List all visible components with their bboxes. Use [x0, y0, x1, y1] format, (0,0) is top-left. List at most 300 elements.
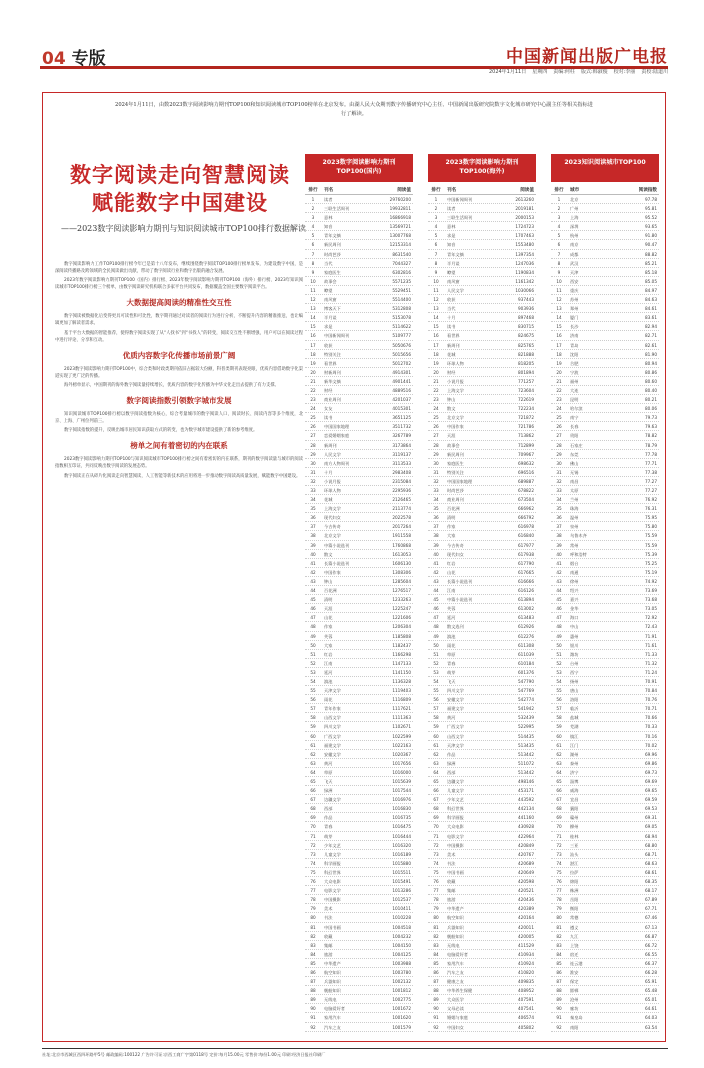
rank-cell: 45 — [433, 597, 439, 603]
table-row — [551, 577, 659, 586]
rank-cell: 48 — [556, 624, 562, 630]
name-cell: 特别关注 — [324, 351, 341, 357]
table-row — [305, 341, 413, 350]
rank-cell: 36 — [433, 515, 439, 521]
name-cell: 边疆文学 — [324, 797, 341, 803]
table-row — [551, 477, 659, 486]
rank-cell: 51 — [310, 651, 316, 657]
table-row — [551, 550, 659, 559]
name-cell: 女友 — [324, 406, 333, 412]
section-heading: 优质内容数字化传播市场前景广阔 — [122, 350, 236, 360]
rank-cell: 84 — [433, 951, 439, 957]
table-row — [551, 513, 659, 522]
rank-cell: 29 — [310, 451, 316, 457]
name-cell: 湖州 — [570, 751, 579, 757]
value-cell: 1015511 — [392, 869, 411, 875]
rank-cell: 12 — [433, 297, 439, 303]
value-cell: 2983408 — [392, 469, 411, 475]
paragraph: 数字阅读被数据化后变得更具可读性和可比性，数字期刊通过对读者的阅读行为进行分析，不断提升内容的精准推送，也让编辑更加了解读者需求。 — [55, 314, 303, 327]
table-row — [551, 559, 659, 568]
value-cell: 1001579 — [392, 1024, 411, 1030]
table-row — [305, 650, 413, 659]
name-cell: 呼和浩特 — [570, 551, 587, 557]
table-row — [428, 204, 536, 213]
rank-cell: 86 — [556, 969, 562, 975]
value-cell: 1911558 — [392, 533, 411, 539]
rank-cell: 57 — [310, 706, 316, 712]
rank-cell: 60 — [556, 733, 562, 739]
name-cell: 上海 — [570, 215, 579, 221]
value-cell: 4201037 — [392, 397, 411, 403]
value-cell: 68.71 — [645, 851, 657, 857]
table-row — [305, 504, 413, 513]
rank-cell: 49 — [310, 633, 316, 639]
table-row — [428, 1023, 536, 1032]
name-cell: 故事会 — [447, 442, 460, 448]
table-row — [551, 231, 659, 240]
rank-cell: 88 — [310, 988, 316, 994]
rank-cell: 33 — [556, 488, 562, 493]
name-cell: 钟山 — [324, 578, 333, 584]
rank-cell: 16 — [556, 333, 562, 339]
name-cell: 看世界 — [447, 333, 460, 339]
table-row — [428, 995, 536, 1004]
table-row — [428, 632, 536, 641]
table-row — [428, 622, 536, 631]
rank-cell: 14 — [556, 315, 562, 321]
value-cell: 713862 — [518, 433, 534, 439]
table-row — [428, 859, 536, 868]
name-cell: 萌芽 — [324, 833, 333, 839]
name-cell: 兵器知识 — [324, 979, 341, 985]
name-cell: 中国新闻周刊 — [447, 197, 473, 202]
name-cell: 遵义 — [570, 924, 579, 930]
rank-cell: 13 — [310, 306, 316, 312]
table-row — [305, 586, 413, 595]
value-cell: 430928 — [518, 824, 534, 830]
rank-cell: 59 — [433, 724, 439, 730]
name-cell: 山西文学 — [447, 733, 464, 739]
rank-cell: 20 — [310, 369, 316, 375]
rank-cell: 88 — [433, 988, 439, 994]
name-cell: 散文 — [324, 551, 333, 557]
value-cell: 84.63 — [645, 297, 657, 303]
table-row — [551, 250, 659, 259]
name-cell: 散文选刊 — [447, 624, 464, 630]
name-cell: 山花 — [324, 615, 333, 621]
table-row — [428, 586, 536, 595]
name-cell: 瞭望 — [324, 287, 333, 293]
name-cell: 新华文摘 — [324, 378, 341, 384]
table-row — [305, 895, 413, 904]
value-cell: 1724723 — [515, 224, 534, 230]
name-cell: 天涯 — [324, 606, 333, 612]
rank-cell — [428, 1032, 444, 1034]
name-cell: 人民文学 — [447, 287, 464, 293]
rank-cell: 33 — [433, 488, 439, 493]
name-cell: 财经 — [447, 369, 456, 375]
rank-cell: 1 — [557, 197, 561, 202]
table-row — [428, 331, 536, 340]
table-row — [305, 1032, 413, 1034]
rank-cell: 31 — [433, 469, 439, 475]
rank-cell: 4 — [434, 224, 438, 230]
rank-cell: 30 — [310, 460, 316, 466]
value-cell: 1020367 — [392, 751, 411, 757]
name-cell: 天津 — [570, 269, 579, 275]
value-cell: 3119137 — [392, 451, 411, 457]
name-cell: 中国作家 — [447, 424, 464, 430]
table-row — [428, 877, 536, 886]
rank-cell: 36 — [310, 515, 316, 521]
name-cell: 青年文摘 — [447, 251, 464, 257]
rank-cell: 47 — [310, 615, 316, 621]
table-row — [305, 431, 413, 440]
value-cell: 85.05 — [645, 278, 657, 284]
rank-cell: 78 — [556, 897, 562, 903]
rank-cell: 3 — [434, 215, 438, 221]
value-cell: 76.31 — [645, 506, 657, 512]
value-cell: 5153078 — [392, 315, 411, 321]
rank-cell: 84 — [556, 951, 562, 957]
table-row — [428, 595, 536, 604]
name-cell: 时尚芭莎 — [324, 251, 341, 257]
value-cell: 420389 — [518, 906, 534, 912]
name-cell: 南昌 — [570, 478, 579, 484]
name-cell: 泉州 — [570, 524, 579, 530]
name-cell: 美术 — [324, 906, 333, 912]
value-cell: 824675 — [518, 333, 534, 339]
value-cell: 80.21 — [645, 397, 657, 403]
table-row — [428, 413, 536, 422]
value-cell: 1147133 — [392, 660, 411, 666]
table-row — [305, 659, 413, 668]
table-row — [551, 240, 659, 249]
name-cell: 拉萨 — [570, 869, 579, 875]
table-row — [428, 804, 536, 813]
value-cell: 16866918 — [389, 215, 411, 221]
rank-cell: 67 — [310, 797, 316, 803]
table-row — [551, 431, 659, 440]
value-cell: 74.92 — [645, 578, 657, 584]
table-row — [305, 868, 413, 877]
rank-cell: 25 — [433, 415, 439, 421]
table-row — [551, 459, 659, 468]
table-row — [305, 850, 413, 859]
table-row — [551, 313, 659, 322]
table-row — [305, 386, 413, 395]
rank-cell: 53 — [556, 669, 562, 675]
value-cell: 771257 — [518, 378, 534, 384]
rank-cell: 72 — [433, 842, 439, 848]
rank-cell: 63 — [433, 760, 439, 766]
rank-cell: 61 — [556, 742, 562, 748]
table-row — [305, 286, 413, 295]
table-row — [428, 431, 536, 440]
table-row — [551, 986, 659, 995]
value-cell: 443592 — [518, 797, 534, 803]
name-cell — [444, 1032, 506, 1034]
rank-cell: 22 — [433, 387, 439, 393]
rank-cell: 46 — [433, 606, 439, 612]
rank-cell: 49 — [433, 633, 439, 639]
name-cell: 飞天 — [447, 678, 456, 684]
value-cell: 64.03 — [645, 1015, 657, 1021]
value-cell: 1707463 — [515, 233, 534, 239]
rank-cell: 17 — [556, 342, 562, 348]
table-row — [305, 304, 413, 313]
table-row — [305, 786, 413, 795]
name-cell: 海口 — [570, 615, 579, 621]
rank-cell: 87 — [556, 979, 562, 985]
value-cell: 3651125 — [392, 415, 411, 421]
rank-cell: 77 — [433, 888, 439, 894]
value-cell: 678822 — [518, 488, 534, 493]
table-row — [428, 641, 536, 650]
rank-cell: 11 — [433, 287, 439, 293]
name-cell: 山花 — [447, 569, 456, 575]
value-cell: 1002775 — [392, 997, 411, 1003]
name-cell: 恋爱婚姻家庭 — [324, 433, 350, 439]
rank-cell: 71 — [556, 833, 562, 839]
rank-cell: 24 — [556, 406, 562, 412]
value-cell: 721872 — [518, 415, 534, 421]
rank-cell: 37 — [556, 524, 562, 530]
name-cell: 哈尔滨 — [570, 406, 583, 412]
value-cell: 2022578 — [392, 515, 411, 521]
rank-cell: 74 — [310, 860, 316, 866]
value-cell: 903936 — [518, 306, 534, 312]
name-cell: 科幻世界 — [447, 806, 464, 812]
name-cell: 襄阳 — [570, 806, 579, 812]
table-row — [428, 568, 536, 577]
name-cell: 美术 — [447, 851, 456, 857]
rank-cell: 44 — [556, 588, 562, 594]
name-cell: 银川 — [570, 642, 579, 648]
name-cell: 航空知识 — [447, 915, 464, 921]
table-row — [428, 868, 536, 877]
rank-cell: 70 — [310, 824, 316, 830]
rank-cell: 43 — [556, 578, 562, 584]
name-cell: 家用汽车 — [447, 960, 464, 966]
rank-cell: 35 — [433, 506, 439, 512]
rank-cell: 7 — [557, 251, 561, 257]
name-cell: 扬州 — [570, 678, 579, 684]
rank-cell: 50 — [433, 642, 439, 648]
rank-cell: 41 — [310, 560, 316, 566]
value-cell — [506, 1032, 536, 1034]
name-cell: 十月 — [324, 469, 333, 475]
name-cell: 天涯 — [447, 433, 456, 439]
name-cell: 邯郸 — [570, 988, 579, 994]
name-cell: 南阳 — [570, 1024, 579, 1030]
name-cell: 家庭医生 — [447, 460, 464, 466]
value-cell: 689887 — [518, 478, 534, 484]
rank-cell: 56 — [310, 697, 316, 703]
value-cell: 4889516 — [392, 387, 411, 393]
name-cell: 北京文学 — [447, 415, 464, 421]
column-header: 排行 — [308, 188, 318, 193]
value-cell: 80.60 — [645, 378, 657, 384]
rank-cell: 46 — [310, 606, 316, 612]
value-cell: 5529451 — [392, 287, 411, 293]
value-cell: 453171 — [518, 788, 534, 794]
name-cell: 健康之友 — [447, 979, 464, 985]
rank-cell: 88 — [556, 988, 562, 994]
table-row — [428, 968, 536, 977]
table-row — [428, 250, 536, 259]
table-row — [551, 422, 659, 431]
table-row — [551, 841, 659, 850]
rank-cell: 34 — [310, 497, 316, 503]
value-cell: 610184 — [518, 660, 534, 666]
value-cell: 2126465 — [392, 497, 411, 503]
value-cell: 66.87 — [645, 933, 657, 939]
rank-cell: 18 — [433, 351, 439, 357]
page-header — [0, 0, 704, 75]
value-cell: 80.86 — [645, 369, 657, 375]
name-cell: 家庭医生 — [324, 269, 341, 275]
value-cell: 69.59 — [645, 797, 657, 803]
name-cell: 淄博 — [570, 779, 579, 784]
value-cell: 78.79 — [645, 442, 657, 448]
rank-cell: 13 — [433, 306, 439, 312]
name-cell: 广州 — [570, 206, 579, 212]
name-cell: 深圳 — [570, 224, 579, 230]
name-cell: 山西文学 — [324, 715, 341, 721]
value-cell: 84.97 — [645, 287, 657, 293]
table-row — [305, 832, 413, 841]
table-row — [428, 404, 536, 413]
column-header: 阅读值 — [397, 188, 411, 193]
name-cell: 大众电影 — [447, 824, 464, 830]
table-row — [428, 813, 536, 822]
name-cell: 中国摄影 — [447, 842, 464, 848]
value-cell: 420767 — [518, 851, 534, 857]
name-cell: 西部 — [324, 806, 333, 812]
value-cell: 1247036 — [515, 260, 534, 266]
rank-cell: 70 — [433, 824, 439, 830]
rank-cell: 9 — [557, 269, 561, 275]
value-cell: 613002 — [518, 606, 534, 612]
section-heading: 榜单之间有着密切的内在联系 — [130, 441, 228, 451]
name-cell: 江门 — [570, 742, 579, 748]
table-row — [551, 213, 659, 222]
rank-cell: 47 — [433, 615, 439, 621]
name-cell: 钟山 — [447, 397, 456, 403]
table-row — [305, 395, 413, 404]
name-cell: 读者 — [324, 197, 333, 202]
value-cell: 821888 — [518, 351, 534, 357]
value-cell: 611308 — [518, 642, 534, 648]
rank-cell: 18 — [310, 351, 316, 357]
rank-cell: 64 — [556, 769, 562, 775]
value-cell: 1016475 — [392, 824, 411, 830]
table-row — [428, 613, 536, 622]
name-cell: 新民周刊 — [324, 242, 341, 248]
rank-cell: 50 — [310, 642, 316, 648]
masthead: 中国新闻出版广电报 — [506, 47, 668, 67]
table-row — [428, 1032, 536, 1034]
value-cell: 71.33 — [645, 651, 657, 657]
rank-cell: 3 — [311, 215, 315, 221]
name-cell: 电脑爱好者 — [447, 951, 468, 957]
value-cell: 66.72 — [645, 942, 657, 948]
value-cell: 1016000 — [392, 769, 411, 775]
name-cell: 大众医学 — [447, 997, 464, 1003]
table-row — [428, 932, 536, 941]
rank-cell: 23 — [310, 397, 316, 403]
name-cell: 读者 — [447, 206, 456, 212]
rank-cell: 37 — [433, 524, 439, 530]
table-row — [428, 531, 536, 540]
value-cell: 616978 — [518, 524, 534, 530]
value-cell: 696516 — [518, 469, 534, 475]
value-cell: 408952 — [518, 988, 534, 994]
rank-cell: 53 — [310, 669, 316, 675]
table-row — [428, 477, 536, 486]
name-cell: 昆明 — [570, 397, 579, 403]
table-row — [428, 986, 536, 995]
name-cell: 南风窗 — [324, 297, 337, 303]
table-row — [551, 686, 659, 695]
name-cell: 汽车之友 — [447, 969, 464, 975]
rank-cell: 25 — [310, 415, 316, 421]
value-cell: 1016444 — [392, 833, 411, 839]
name-cell: 当代 — [447, 306, 456, 312]
value-cell: 1016320 — [392, 842, 411, 848]
page-footer: 社址:北京市西城区西四环路甲5号 邮政编码:100122 广告许可证:京西工商广字第0118号 定价:每月15.00元 零售价:每份1.00元 印刷:经济日报社印刷厂 — [42, 1048, 668, 1058]
rank-cell: 74 — [556, 860, 562, 866]
paragraph: 数字阅读指数的提升，反映出城市居民知识获取方式的转变，也为数字城市建设提供了新的参考维度。 — [64, 428, 258, 434]
table-row — [551, 395, 659, 404]
rank-cell: 43 — [433, 578, 439, 584]
rank-cell: 28 — [310, 442, 316, 448]
value-cell: 709967 — [518, 451, 534, 457]
name-cell: 航空知识 — [324, 969, 341, 975]
rank-cell: 52 — [556, 660, 562, 666]
table-row — [551, 450, 659, 459]
name-cell: 舰船知识 — [324, 988, 341, 994]
value-cell: 818205 — [518, 360, 534, 366]
name-cell: 科幻世界 — [324, 869, 341, 875]
article-frame — [42, 92, 666, 1042]
value-cell: 5312808 — [392, 306, 411, 312]
value-cell: 70.71 — [645, 706, 657, 712]
name-cell: 常德 — [570, 915, 579, 921]
name-cell: 四川文学 — [447, 688, 464, 694]
table-row — [305, 513, 413, 522]
value-cell: 12153314 — [389, 242, 411, 248]
rank-cell: 91 — [310, 1015, 316, 1021]
table-row — [305, 613, 413, 622]
rank-cell: 36 — [556, 515, 562, 521]
table-row — [551, 304, 659, 313]
table-row — [551, 331, 659, 340]
name-cell: 南宁 — [570, 415, 579, 421]
rank-cell: 39 — [433, 542, 439, 548]
value-cell: 1022163 — [392, 742, 411, 748]
value-cell: 66.37 — [645, 960, 657, 966]
rank-cell: 87 — [433, 979, 439, 985]
value-cell: 77.38 — [645, 469, 657, 475]
rank-cell: 17 — [310, 342, 316, 348]
name-cell: 财新周刊 — [324, 369, 341, 375]
value-cell: 514435 — [518, 733, 534, 739]
rank-cell: 22 — [310, 387, 316, 393]
rank-cell: 44 — [310, 588, 316, 594]
value-cell: 4901441 — [392, 378, 411, 384]
